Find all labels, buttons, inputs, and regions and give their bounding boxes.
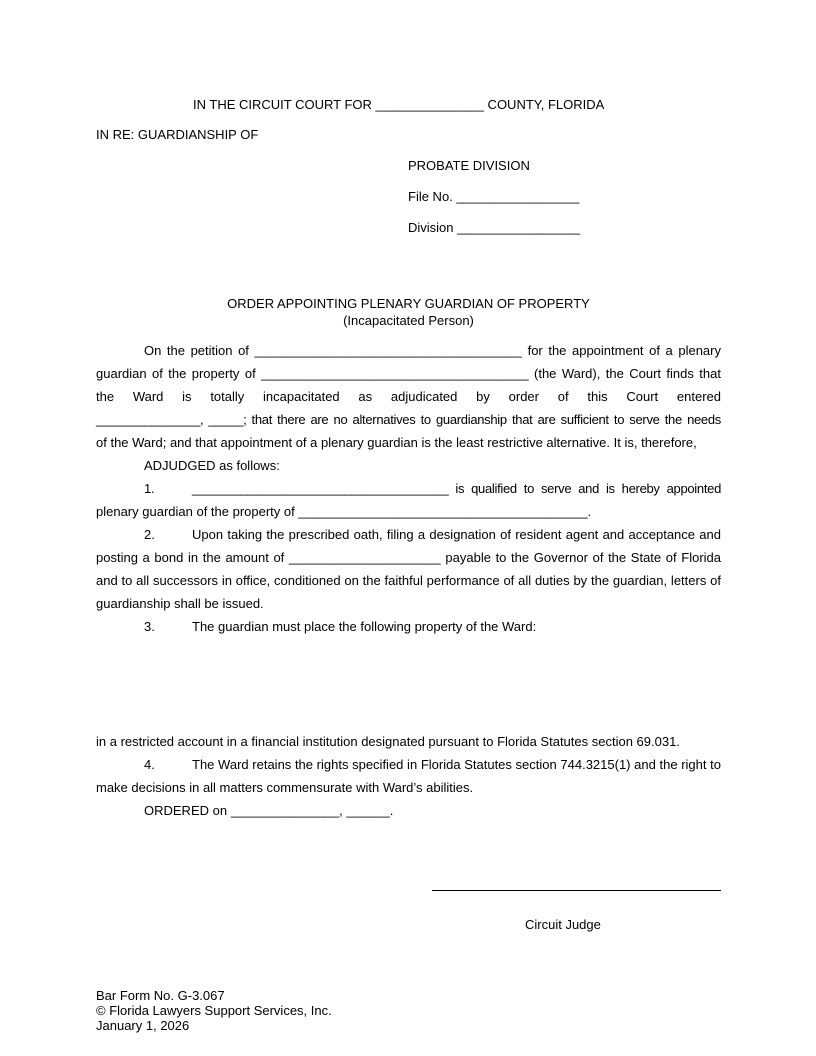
petition-paragraph-line-2: guardian of the property of _____________________________________ (the Ward), the Court finds that <box>96 366 721 381</box>
signature-line <box>432 890 721 891</box>
petition-paragraph-line-1: On the petition of _____________________________________ for the appointment of a plenary <box>144 343 721 358</box>
court-caption: IN THE CIRCUIT COURT FOR _______________ COUNTY, FLORIDA <box>193 97 605 112</box>
division-field: Division _________________ <box>408 220 581 235</box>
form-date: January 1, 2026 <box>96 1018 190 1033</box>
circuit-judge-label: Circuit Judge <box>525 917 601 932</box>
item-2-line-4: guardianship shall be issued. <box>96 596 264 611</box>
petition-paragraph-line-5: of the Ward; and that appointment of a plenary guardian is the least restrictive alternative. It is, therefore, <box>96 435 697 450</box>
petition-paragraph-line-3: the Ward is totally incapacitated as adjudicated by order of this Court entered <box>96 389 721 404</box>
file-number-field: File No. _________________ <box>408 189 580 204</box>
item-2-line-3: and to all successors in office, conditioned on the faithful performance of all duties by the guardian, letters of <box>96 573 721 588</box>
item-4-line-1: 4. The Ward retains the rights specified in Florida Statutes section 744.3215(1) and the right to <box>144 757 721 772</box>
item-4-line-2: make decisions in all matters commensurate with Ward’s abilities. <box>96 780 474 795</box>
bar-form-number: Bar Form No. G-3.067 <box>96 988 225 1003</box>
item-1-line-1: 1. _____________________________________ is qualified to serve and is hereby appointed <box>144 481 721 496</box>
item-3-line-1: 3. The guardian must place the following property of the Ward: <box>144 619 537 634</box>
document-title: ORDER APPOINTING PLENARY GUARDIAN OF PROPERTY <box>227 296 590 311</box>
item-4-number: 4. <box>144 757 155 772</box>
item-1-line-2: plenary guardian of the property of ________________________________________. <box>96 504 592 519</box>
adjudged-heading: ADJUDGED as follows: <box>144 458 280 473</box>
item-3-number: 3. <box>144 619 155 634</box>
petition-paragraph-line-4: _______________, _____; that there are no alternatives to guardianship that are sufficient to serve the needs <box>96 412 721 427</box>
item-2-line-1: 2. Upon taking the prescribed oath, filing a designation of resident agent and acceptance and <box>144 527 721 542</box>
probate-division-label: PROBATE DIVISION <box>408 158 530 173</box>
item-2-line-2: posting a bond in the amount of _____________________ payable to the Governor of the State of Florida <box>96 550 721 565</box>
item-2-number: 2. <box>144 527 155 542</box>
item-1-number: 1. <box>144 481 155 496</box>
copyright-notice: © Florida Lawyers Support Services, Inc. <box>96 1003 332 1018</box>
in-re-line: IN RE: GUARDIANSHIP OF <box>96 127 259 142</box>
item-3-line-2: in a restricted account in a financial institution designated pursuant to Florida Statutes section 69.031. <box>96 734 680 749</box>
document-subtitle: (Incapacitated Person) <box>343 313 474 328</box>
ordered-line: ORDERED on _______________, ______. <box>144 803 394 818</box>
